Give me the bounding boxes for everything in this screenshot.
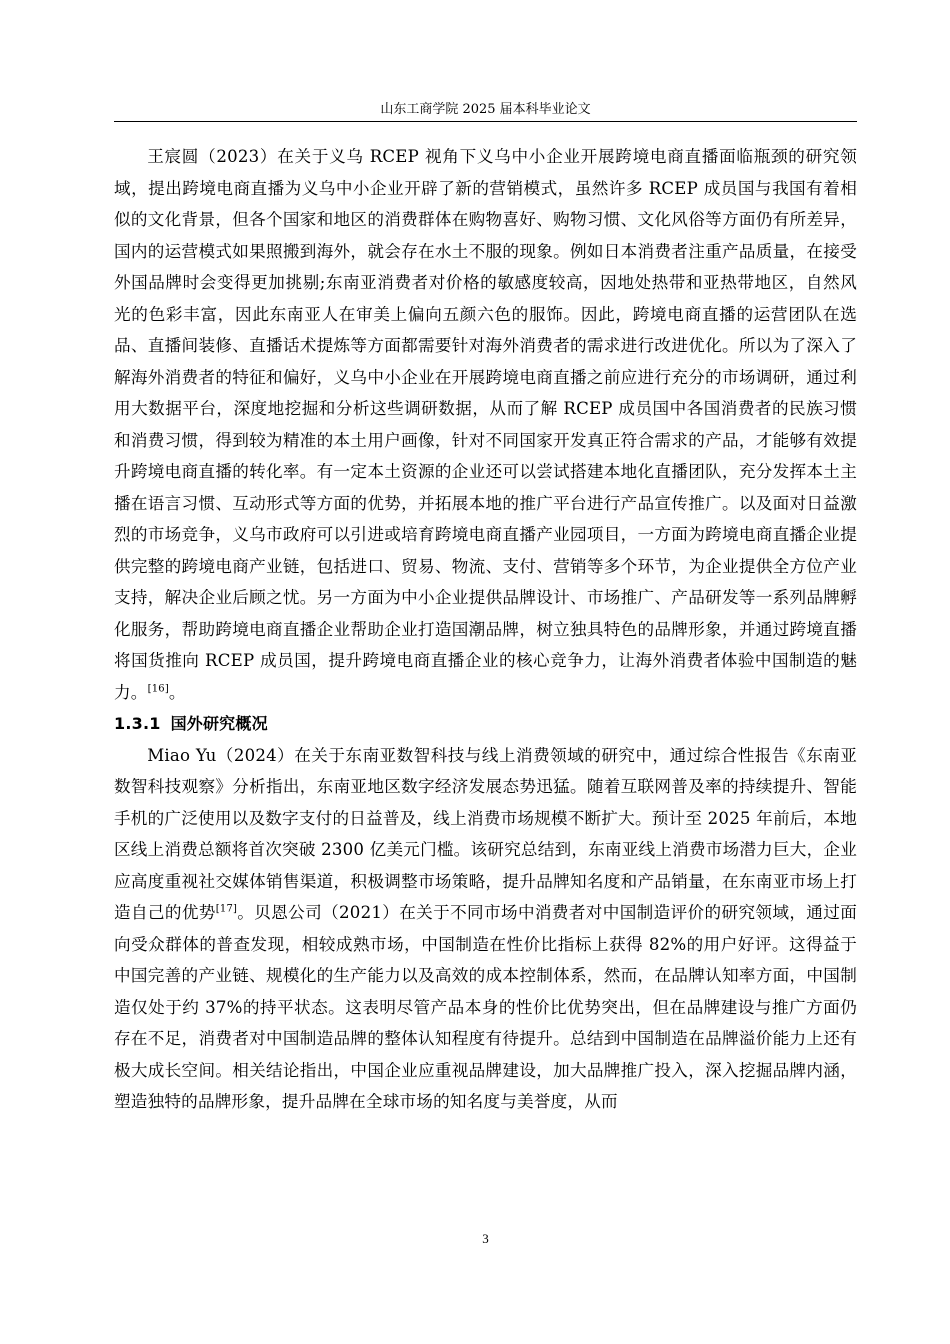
citation-ref-16: [16]	[147, 682, 169, 694]
page-number: 3	[482, 1231, 489, 1246]
running-header: 山东工商学院 2025 届本科毕业论文	[380, 102, 591, 117]
section-heading	[114, 708, 857, 740]
citation-ref-17: [17]	[215, 903, 238, 915]
paragraph-text-b: 。贝恩公司（2021）在关于不同市场中消费者对中国制造评价的研究领域，通过面向受众群体的普查发现，相较成熟市场，中国制造在性价比指标上获得 82%的用户好评。这得益于中国完善的产业链、规模化的生产能力以及高效的成本控制体系，然而，在品牌认知率方面，中国制造仅处于约 37%的持平状态。这表明尽管产品本身的性价比优势突出，但在品牌建设与推广方面仍存在不足，消费者对中国制造品牌的整体认知程度有待提升。总结到中国制造在品牌溢价能力上还有极大成长空间。相关结论指出，中国企业应重视品牌建设，加大品牌推广投入，深入挖掘品牌内涵，塑造独特的品牌形象，提升品牌在全球市场的知名度与美誉度，从而	[114, 903, 858, 1111]
paragraph-rcep-livestream	[114, 141, 857, 708]
header-rule	[114, 121, 857, 122]
paragraph-tail: 。	[168, 682, 186, 702]
paragraph-text: 王宸圆（2023）在关于义乌 RCEP 视角下义乌中小企业开展跨境电商直播面临瓶颈的研究领域，提出跨境电商直播为义乌中小企业开辟了新的营销模式，虽然许多 RCEP 成员国与我国有着相似的文化背景，但各个国家和地区的消费群体在购物喜好、购物习惯、文化风俗等方面仍有所差异，国内的运营模式如果照搬到海外，就会存在水土不服的现象。例如日本消费者注重产品质量，在接受外国品牌时会变得更加挑剔;东南亚消费者对价格的敏感度较高，因地处热带和亚热带地区，自然风光的色彩丰富，因此东南亚人在审美上偏向五颜六色的服饰。因此，跨境电商直播的运营团队在选品、直播间装修、直播话术提炼等方面都需要针对海外消费者的需求进行改进优化。所以为了深入了解海外消费者的特征和偏好，义乌中小企业在开展跨境电商直播之前应进行充分的市场调研，通过利用大数据平台，深度地挖掘和分析这些调研数据，从而了解 RCEP 成员国中各国消费者的民族习惯和消费习惯，得到较为精准的本土用户画像，针对不同国家开发真正符合需求的产品，才能够有效提升跨境电商直播的转化率。有一定本土资源的企业还可以尝试搭建本地化直播团队，充分发挥本土主播在语言习惯、互动形式等方面的优势，并拓展本地的推广平台进行产品宣传推广。以及面对日益激烈的市场竞争，义乌市政府可以引进或培育跨境电商直播产业园项目，一方面为跨境电商直播企业提供完整的跨境电商产业链，包括进口、贸易、物流、支付、营销等多个环节，为企业提供全方位产业支持，解决企业后顾之忧。另一方面为中小企业提供品牌设计、市场推广、产品研发等一系列品牌孵化服务，帮助跨境电商直播企业帮助企业打造国潮品牌，树立独具特色的品牌形象，并通过跨境直播将国货推向 RCEP 成员国，提升跨境电商直播企业的核心竞争力，让海外消费者体验中国制造的魅力。	[114, 147, 857, 702]
paragraph-text-a: Miao Yu（2024）在关于东南亚数智科技与线上消费领域的研究中，通过综合性报告《东南亚数智科技观察》分析指出，东南亚地区数字经济发展态势迅猛。随着互联网普及率的持续提升、智能手机的广泛使用以及数字支付的日益普及，线上消费市场规模不断扩大。预计至 2025 年前后，本地区线上消费总额将首次突破 2300 亿美元门槛。该研究总结到，东南亚线上消费市场潜力巨大，企业应高度重视社交媒体销售渠道，积极调整市场策略，提升品牌知名度和产品销量，在东南亚市场上打造自己的优势	[114, 745, 857, 922]
main-content	[114, 141, 857, 1118]
section-title: 国外研究概况	[170, 714, 268, 733]
paragraph-foreign-research	[114, 740, 857, 1118]
section-number: 1.3.1	[114, 714, 161, 733]
